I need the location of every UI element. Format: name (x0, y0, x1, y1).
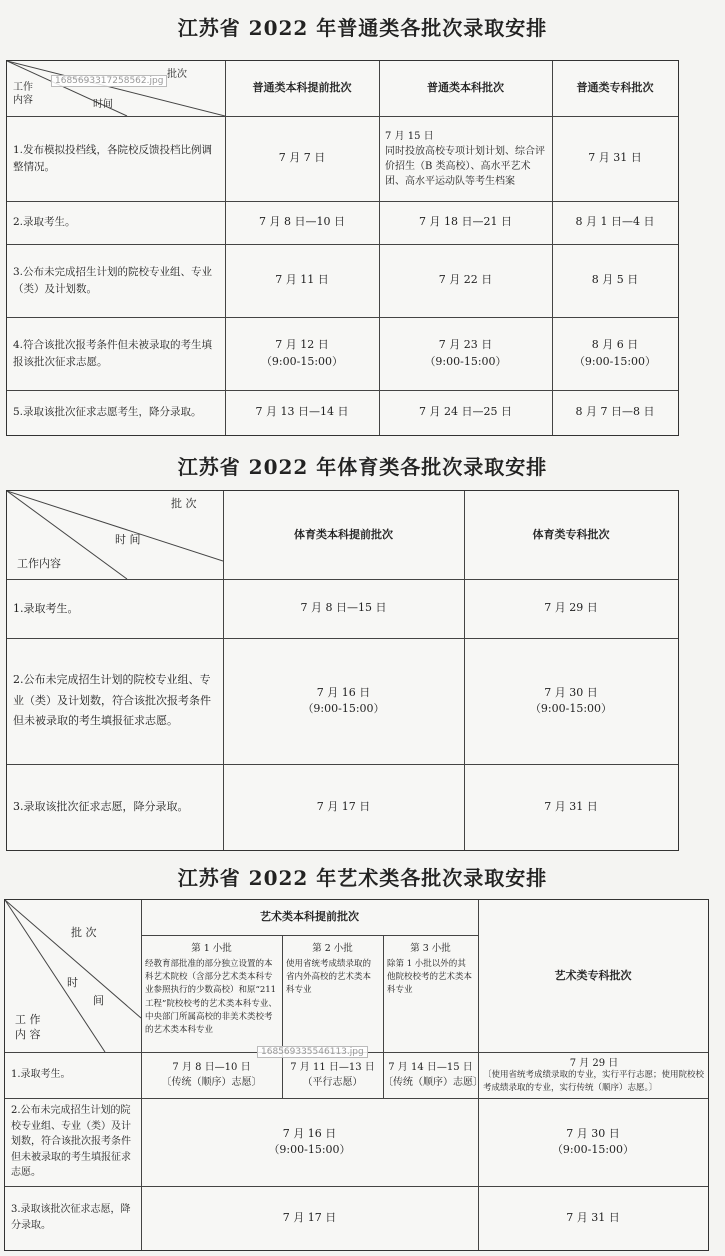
cell-r2-c1: 7 月 16 日 （9:00-15:00） (302, 685, 385, 715)
cell-r3-c3: 8 月 5 日 (591, 273, 639, 287)
sub-batch-3 (387, 940, 474, 998)
cell-r3-zhuanke: 7 月 31 日 (566, 1210, 620, 1224)
cell-r1-c2: 7 月 29 日 (544, 601, 598, 615)
task-row-1: 1.录取考生。 (11, 1069, 71, 1080)
table-sports (6, 490, 679, 851)
cell-r2-undergrad: 7 月 16 日 （9:00-15:00） (268, 1126, 351, 1156)
cell-r1-c1: 7 月 7 日 (278, 151, 326, 165)
header-col-2: 普通类本科批次 (427, 81, 504, 95)
header-col-1: 体育类本科提前批次 (294, 527, 393, 541)
corner-diagonals (7, 61, 225, 116)
sub-batch-1-name: 第 1 小批 (191, 943, 232, 954)
task-row-5: 5.录取该批次征求志愿考生，降分录取。 (13, 406, 202, 419)
corner-time-label: 时 间 (115, 533, 141, 546)
cell-r3-c1: 7 月 11 日 (275, 273, 329, 287)
cell-r1-zhuanke-note: 〔使用省统考成绩录取的专业，实行平行志愿；使用院校校考成绩录取的专业，实行传统（顺序）志愿。〕 (483, 1070, 705, 1094)
cell-r3-c1: 7 月 17 日 (316, 799, 371, 813)
title-art: 江苏省 2022 年艺术类各批次录取安排 (177, 866, 548, 890)
cell-r1-c2: 7 月 15 日 同时投放高校专项计划计划、综合评价招生（B 类高校）、高水平艺术团、高水平运动队等考生档案 (385, 130, 545, 187)
corner-batch-label: 批 次 (71, 926, 97, 939)
watermark-filename: 1685693317258562.jpg (51, 75, 167, 87)
header-art-zhuanke: 艺术类专科批次 (554, 968, 632, 982)
title-sports: 江苏省 2022 年体育类各批次录取安排 (177, 455, 548, 479)
corner-time-label-2: 间 (93, 994, 104, 1007)
cell-r3-c2: 7 月 31 日 (544, 799, 598, 813)
sub-batch-3-desc: 除第 1 小批以外的其他院校校考的艺术类本科专业 (387, 959, 473, 996)
watermark-filename: 1685693355461​13.jpg (257, 1046, 368, 1058)
cell-r2-c2: 7 月 18 日—21 日 (419, 215, 512, 229)
cell-r1-sub2: 7 月 11 日—13 日 （平行志愿） (290, 1062, 375, 1088)
cell-r1-sub3: 7 月 14 日—15 日 〔传统（顺序）志愿〕 (383, 1062, 483, 1088)
header-col-3: 普通类专科批次 (576, 81, 654, 95)
corner-batch-label: 批次 (167, 69, 187, 80)
sub-batch-3-name: 第 3 小批 (410, 943, 451, 954)
task-row-1: 1.发布模拟投档线，各院校反馈投档比例调整情况。 (13, 143, 213, 173)
cell-r4-c2: 7 月 23 日 （9:00-15:00） (424, 338, 507, 368)
sub-batch-1-desc: 经教育部批准的部分独立设置的本科艺术院校（含部分艺术类本科专业参照执行的少数高校）和原“211 工程”院校校考的艺术类本科专业、中央部门所属高校的非美术类校考的艺术类本科专业 (145, 959, 277, 1035)
table-art (4, 899, 709, 1251)
cell-r1-zhuanke (483, 1052, 705, 1098)
corner-time-label: 时 (67, 976, 78, 989)
header-col-2: 体育类专科批次 (532, 527, 610, 541)
task-row-3: 3.公布未完成招生计划的院校专业组、专业（类）及计划数。 (13, 265, 213, 295)
sub-batch-2-desc: 使用省统考成绩录取的省内外高校的艺术类本科专业 (286, 959, 372, 996)
task-row-2: 2.公布未完成招生计划的院校专业组、专业（类）及计划数，符合该批次报考条件但未被录取的考生填报征求志愿。 (13, 672, 211, 728)
cell-r2-c3: 8 月 1 日—4 日 (575, 215, 655, 229)
task-row-3: 3.录取该批次征求志愿，降分录取。 (13, 800, 189, 814)
cell-r1-sub1: 7 月 8 日—10 日 〔传统（顺序）志愿〕 (161, 1062, 262, 1088)
group-header-art-undergrad: 艺术类本科提前批次 (260, 910, 359, 924)
cell-r2-c1: 7 月 8 日—10 日 (259, 215, 345, 229)
cell-r1-c3: 7 月 31 日 (588, 151, 642, 165)
cell-r5-c1: 7 月 13 日—14 日 (255, 405, 349, 419)
cell-r1-zhuanke-date: 7 月 29 日 (569, 1058, 619, 1069)
task-row-3: 3.录取该批次征求志愿，降分录取。 (11, 1204, 131, 1231)
header-col-1: 普通类本科提前批次 (252, 81, 352, 95)
task-row-2: 2.录取考生。 (13, 216, 76, 229)
cell-r5-c3: 8 月 7 日—8 日 (575, 405, 655, 419)
sub-batch-2 (286, 940, 379, 998)
cell-r4-c3: 8 月 6 日 （9:00-15:00） (573, 338, 657, 368)
cell-r3-undergrad: 7 月 17 日 (282, 1210, 337, 1224)
corner-task-label: 工作 内容 (13, 82, 33, 106)
corner-task-label: 工 作 内 容 (15, 1013, 41, 1042)
cell-r1-c1: 7 月 8 日—15 日 (300, 601, 387, 615)
corner-task-label: 工作内容 (17, 557, 61, 570)
task-row-2: 2.公布未完成招生计划的院校专业组、专业（类）及计划数，符合该批次报考条件但未被录取的考生填报征求志愿。 (11, 1105, 131, 1179)
sub-batch-1 (145, 940, 278, 1037)
corner-time-label: 时间 (93, 99, 113, 110)
table-general (6, 60, 679, 436)
cell-r2-zhuanke: 7 月 30 日 （9:00-15:00） (551, 1126, 635, 1156)
task-row-4: 4.符合该批次报考条件但未被录取的考生填报该批次征求志愿。 (13, 338, 213, 368)
cell-r3-c2: 7 月 22 日 (438, 273, 493, 287)
sub-batch-2-name: 第 2 小批 (312, 943, 353, 954)
cell-r4-c1: 7 月 12 日 （9:00-15:00） (260, 338, 344, 368)
title-general: 江苏省 2022 年普通类各批次录取安排 (177, 16, 548, 40)
cell-r5-c2: 7 月 24 日—25 日 (419, 405, 512, 419)
corner-batch-label: 批 次 (171, 497, 197, 510)
task-row-1: 1.录取考生。 (13, 601, 79, 615)
cell-r2-c2: 7 月 30 日 （9:00-15:00） (529, 685, 613, 715)
